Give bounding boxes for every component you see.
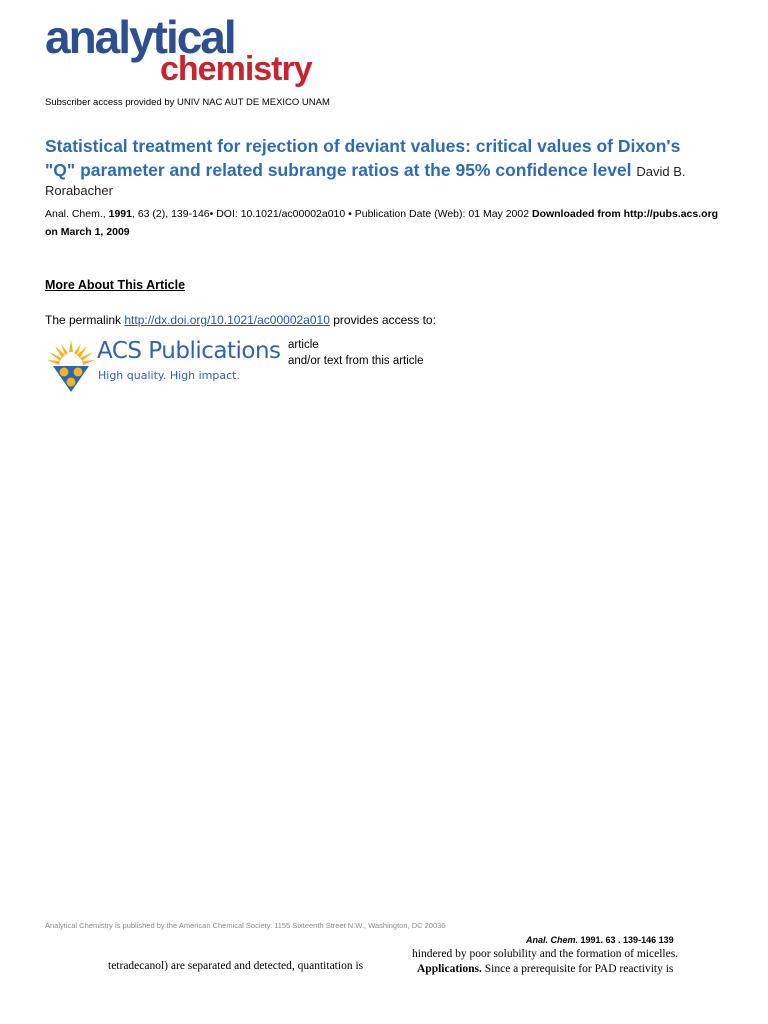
citation-journal: Anal. Chem., [45,208,106,220]
access-line-1[interactable]: article [288,339,319,351]
permalink-suffix: provides access to: [333,313,436,327]
publisher-note: Analytical Chemistry is published by the American Chemical Society. 1155 Sixteenth Street N.W., Washington, DC 20036 [45,921,446,930]
more-about-heading: More About This Article [45,278,186,292]
citation-year: 1991 [108,208,132,220]
citation [45,205,725,241]
journal-logo-line2: chemistry [160,50,312,88]
access-line-2[interactable]: and/or text from this article [288,355,424,367]
permalink-link[interactable]: http://dx.doi.org/10.1021/ac00002a010 [124,313,330,327]
acs-logo-name: ACS Publications [97,338,281,364]
body-text-left-1: tetradecanol) are separated and detected, quantitation is [108,960,364,972]
body-text-right-1: hindered by poor solubility and the formation of micelles. [412,948,679,960]
article-title-text[interactable]: Statistical treatment for rejection of deviant values: critical values of Dixon's "Q" parameter and related subrange ratios at the 95% confidence level [45,136,681,180]
permalink-prefix: The permalink [45,313,122,327]
journal-logo-line1: analytical [45,11,235,63]
citation-details: , 63 (2), 139-146• DOI: 10.1021/ac00002a010 • Publication Date (Web): 01 May 2002 [131,208,530,220]
author-first: David B. [636,164,686,179]
article-title[interactable] [45,134,715,184]
body-text-right-2-rest: Since a prerequisite for PAD reactivity is [481,963,674,975]
acs-logo-tagline: High quality. High impact. [98,369,240,382]
permalink-line [45,313,436,327]
section-heading-applications: Applications. [417,963,482,975]
citation-downloaded: Downloaded from http://pubs.acs.org on March 1, 2009 [45,208,719,238]
page-citation-rest: 1991. 63 . 139-146 139 [578,935,674,945]
subscriber-notice: Subscriber access provided by UNIV NAC AUT DE MEXICO UNAM [45,97,330,108]
page-citation [526,935,674,945]
acs-seal-icon [45,336,97,394]
acs-publications-logo [45,336,290,396]
body-text-right-2 [417,963,673,975]
journal-logo [45,11,355,94]
page-citation-journal: Anal. Chem. [526,935,579,945]
author-last: Rorabacher [45,183,113,198]
